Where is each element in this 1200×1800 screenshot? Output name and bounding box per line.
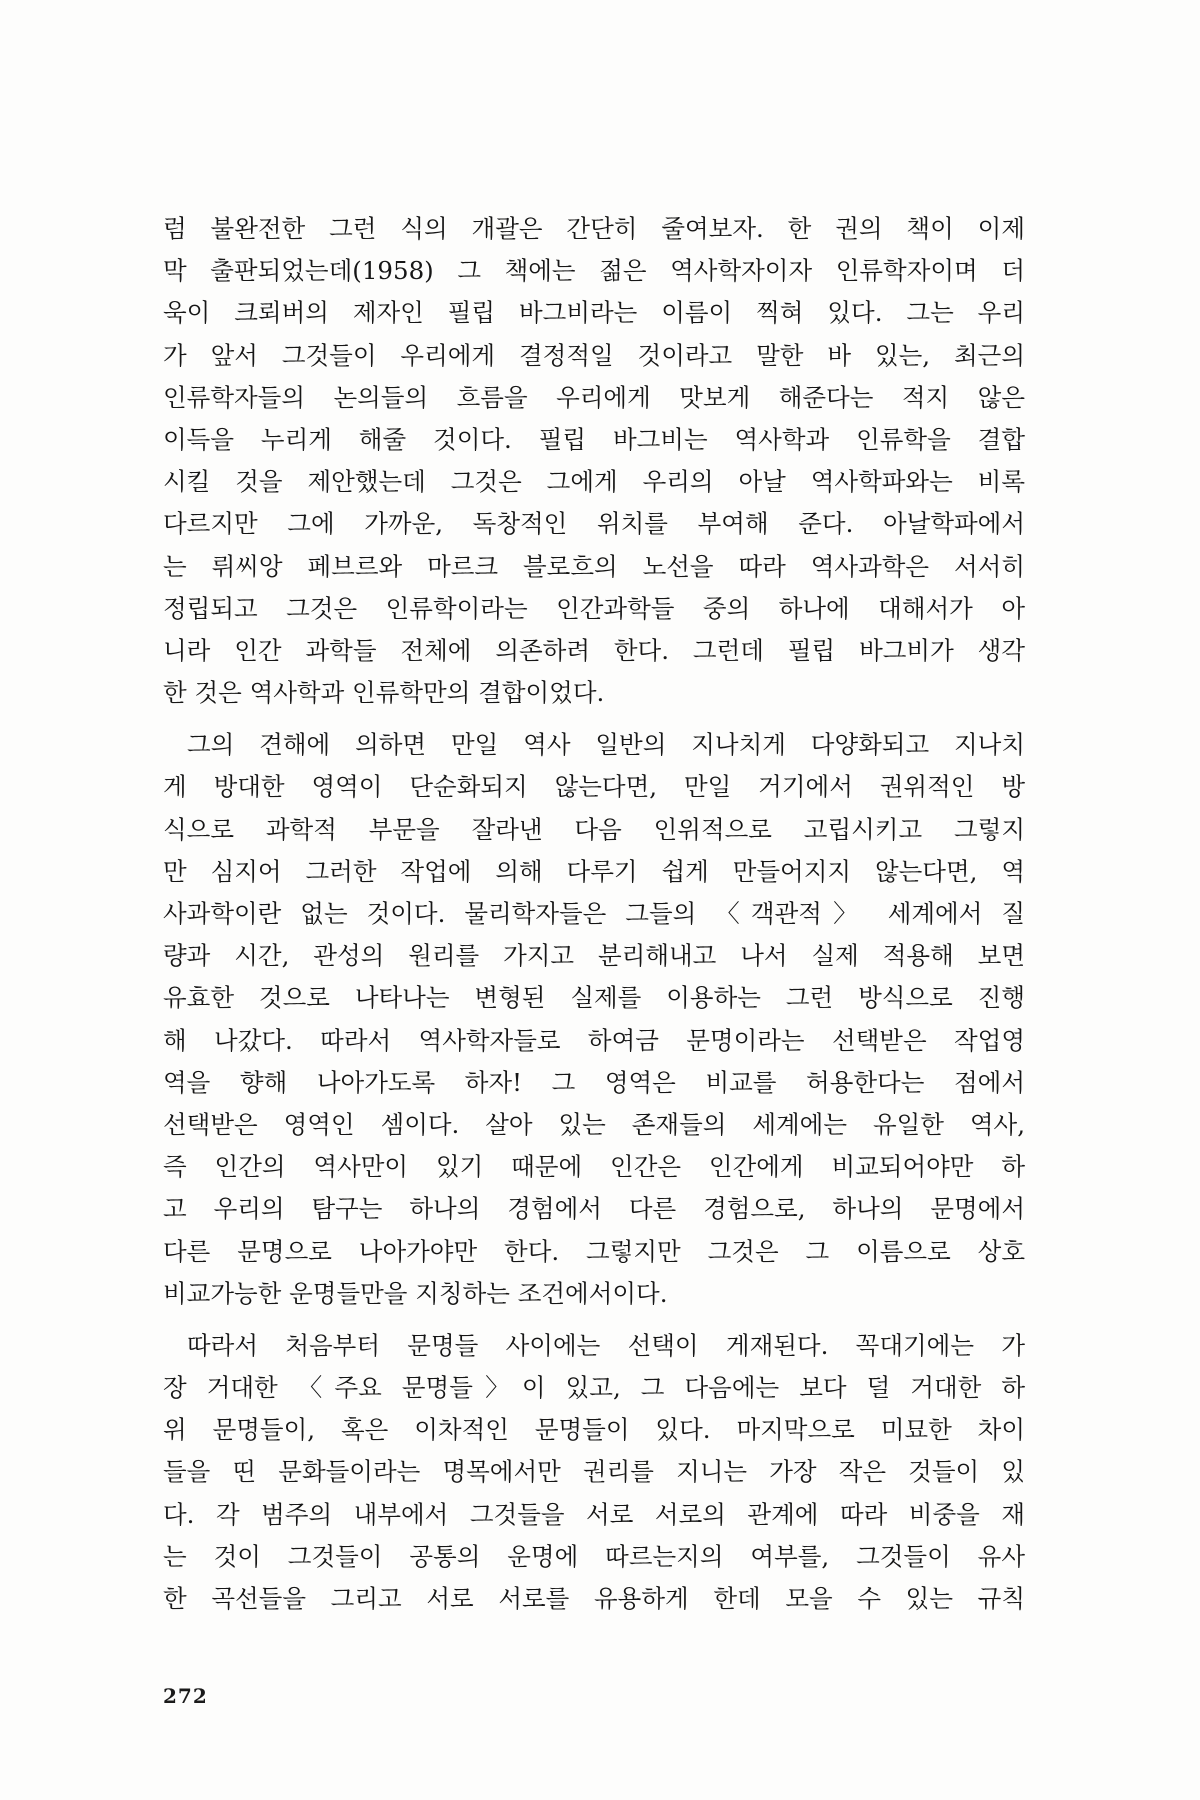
text-line: 만 심지어 그러한 작업에 의해 다루기 쉽게 만들어지지 않는다면, 역 — [163, 856, 1025, 886]
text-line: 고 우리의 탐구는 하나의 경험에서 다른 경험으로, 하나의 문명에서 — [163, 1194, 1025, 1224]
text-line: 따라서 처음부터 문명들 사이에는 선택이 게재된다. 꼭대기에는 가 — [187, 1330, 1025, 1360]
text-line: 그의 견해에 의하면 만일 역사 일반의 지나치게 다양화되고 지나치 — [187, 730, 1025, 760]
text-line: 들을 띤 문화들이라는 명목에서만 권리를 지니는 가장 작은 것들이 있 — [163, 1457, 1025, 1487]
text-line: 즉 인간의 역사만이 있기 때문에 인간은 인간에게 비교되어야만 하 — [163, 1152, 1025, 1182]
text-line: 럼 불완전한 그런 식의 개괄은 간단히 줄여보자. 한 권의 책이 이제 — [163, 214, 1025, 243]
text-line: 는 뤼씨앙 페브르와 마르크 블로흐의 노선을 따라 역사과학은 서서히 — [163, 551, 1025, 581]
text-line: 역을 향해 나아가도록 하자! 그 영역은 비교를 허용한다는 점에서 — [163, 1067, 1025, 1097]
text-line: 시킬 것을 제안했는데 그것은 그에게 우리의 아날 역사학파와는 비록 — [163, 467, 1025, 497]
text-line: 한 곡선들을 그리고 서로 서로를 유용하게 한데 모을 수 있는 규칙 — [163, 1584, 1025, 1613]
text-line: 정립되고 그것은 인류학이라는 인간과학들 중의 하나에 대해서가 아 — [163, 593, 1025, 623]
paragraph-1 — [163, 208, 1025, 714]
text-line: 다른 문명으로 나아가야만 한다. 그렇지만 그것은 그 이름으로 상호 — [163, 1236, 1025, 1266]
text-line: 해 나갔다. 따라서 역사학자들로 하여금 문명이라는 선택받은 작업영 — [163, 1025, 1025, 1055]
text-line: 식으로 과학적 부문을 잘라낸 다음 인위적으로 고립시키고 그렇지 — [163, 814, 1025, 844]
text-line: 는 것이 그것들이 공통의 운명에 따르는지의 여부를, 그것들이 유사 — [163, 1541, 1025, 1571]
text-line: 다. 각 범주의 내부에서 그것들을 서로 서로의 관계에 따라 비중을 재 — [163, 1499, 1025, 1529]
text-line: 이득을 누리게 해줄 것이다. 필립 바그비는 역사학과 인류학을 결합 — [163, 424, 1025, 454]
paragraph-3 — [163, 1325, 1025, 1620]
text-line: 가 앞서 그것들이 우리에게 결정적일 것이라고 말한 바 있는, 최근의 — [163, 340, 1025, 370]
paragraph-gap — [163, 714, 1025, 724]
body-text — [163, 208, 1025, 1620]
text-line: 한 것은 역사학과 인류학만의 결합이었다. — [163, 678, 605, 708]
text-line: 막 출판되었는데(1958) 그 책에는 젊은 역사학자이자 인류학자이며 더 — [163, 256, 1025, 286]
text-line: 게 방대한 영역이 단순화되지 않는다면, 만일 거기에서 권위적인 방 — [163, 772, 1025, 802]
text-line: 장 거대한 〈주요 문명들〉이 있고, 그 다음에는 보다 덜 거대한 하 — [163, 1373, 1025, 1403]
page-number: 272 — [163, 1684, 208, 1708]
text-line: 사과학이란 없는 것이다. 물리학자들은 그들의 〈객관적〉 세계에서 질 — [163, 899, 1025, 928]
text-line: 선택받은 영역인 셈이다. 살아 있는 존재들의 세계에는 유일한 역사, — [163, 1109, 1025, 1139]
text-line: 다르지만 그에 가까운, 독창적인 위치를 부여해 준다. 아날학파에서 — [163, 509, 1025, 539]
text-line: 인류학자들의 논의들의 흐름을 우리에게 맛보게 해준다는 적지 않은 — [163, 382, 1025, 412]
text-line: 비교가능한 운명들만을 지칭하는 조건에서이다. — [163, 1278, 668, 1308]
text-line: 유효한 것으로 나타나는 변형된 실제를 이용하는 그런 방식으로 진행 — [163, 983, 1025, 1013]
paragraph-2 — [163, 724, 1025, 1315]
text-line: 욱이 크뢰버의 제자인 필립 바그비라는 이름이 찍혀 있다. 그는 우리 — [163, 298, 1025, 328]
text-line: 위 문명들이, 혹은 이차적인 문명들이 있다. 마지막으로 미묘한 차이 — [163, 1415, 1025, 1445]
paragraph-gap — [163, 1315, 1025, 1325]
text-line: 니라 인간 과학들 전체에 의존하려 한다. 그런데 필립 바그비가 생각 — [163, 635, 1025, 665]
text-line: 량과 시간, 관성의 원리를 가지고 분리해내고 나서 실제 적용해 보면 — [163, 941, 1025, 971]
